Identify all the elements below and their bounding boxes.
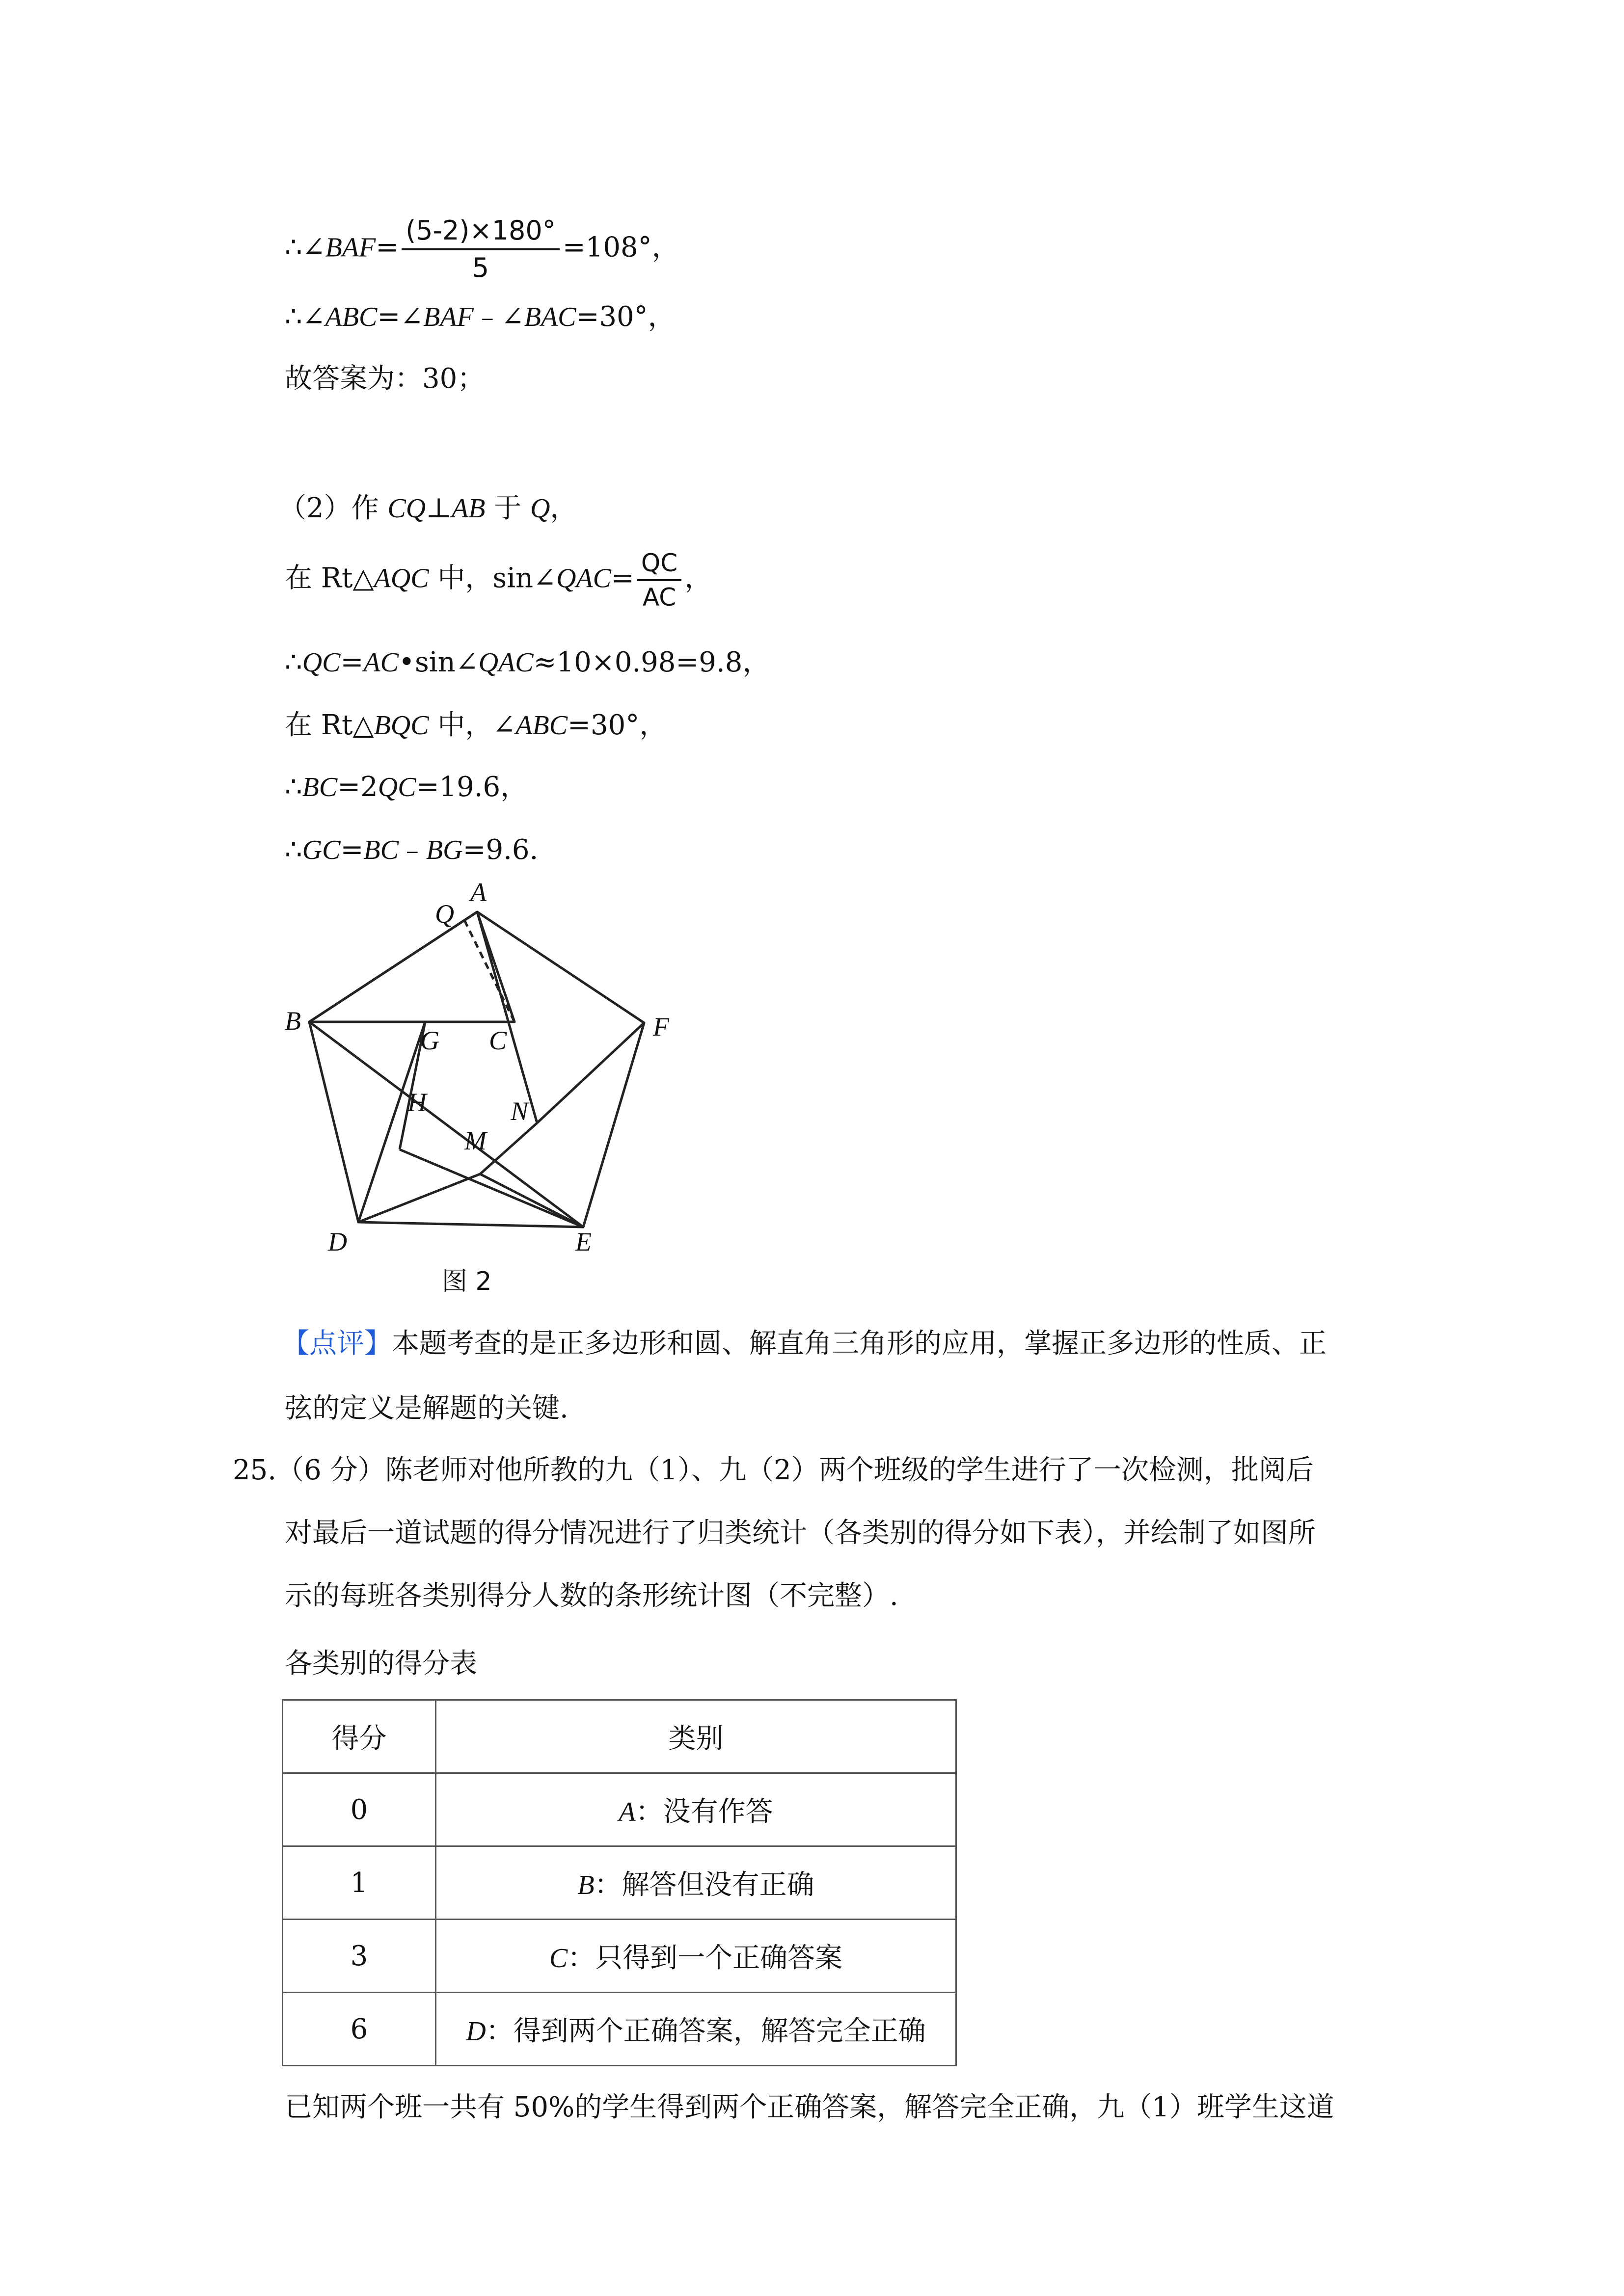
cell-score: 0 — [283, 1773, 436, 1846]
cell-score: 1 — [283, 1846, 436, 1920]
fraction-numerator: QC — [637, 550, 681, 581]
solution-line-6: ∴QC=AC•sin∠QAC≈10×0.98=9.8， — [285, 646, 770, 678]
table-header-row — [283, 1700, 956, 1773]
label-c: C — [489, 1026, 507, 1055]
segment-mn — [480, 1123, 537, 1174]
segment-cn — [477, 912, 537, 1123]
table-row — [283, 1993, 956, 2066]
cell-score: 3 — [283, 1920, 436, 1993]
segment-hm — [400, 1149, 583, 1227]
fraction-numerator: (5-2)×180° — [402, 216, 560, 250]
table-title: 各类别的得分表 — [285, 1648, 477, 1680]
question-25-line-1: 25.（6 分）陈老师对他所教的九（1）、九（2）两个班级的学生进行了一次检测，批阅后 — [233, 1454, 1314, 1486]
table-row — [283, 1773, 956, 1846]
fraction — [402, 216, 560, 283]
solution-line-2: ∴∠ABC=∠BAF﹣∠BAC=30°， — [285, 301, 676, 333]
label-d: D — [328, 1227, 347, 1256]
solution-line-8: ∴BC=2QC=19.6， — [285, 771, 528, 803]
segment-dg — [358, 1022, 425, 1222]
question-25-line-3: 示的每班各类别得分人数的条形统计图（不完整）. — [285, 1580, 898, 1612]
table-row — [283, 1920, 956, 1993]
header-category: 类别 — [436, 1700, 956, 1773]
cell-category: D：得到两个正确答案，解答完全正确 — [436, 1993, 956, 2066]
label-m: M — [464, 1126, 487, 1155]
label-f: F — [653, 1012, 669, 1041]
cell-category: A：没有作答 — [436, 1773, 956, 1846]
figure-caption: 图 2 — [442, 1267, 492, 1296]
comment-tag: 【点评】 — [282, 1328, 392, 1360]
comment-line-1: 【点评】本题考查的是正多边形和圆、解直角三角形的应用，掌握正多边形的性质、正 — [282, 1328, 1326, 1360]
segment-dm — [358, 1174, 480, 1222]
label-h: H — [407, 1088, 427, 1117]
cell-score: 6 — [283, 1993, 436, 2066]
solution-line-1: ∴∠BAF= $\frac{(5-2)\times 180^\circ}{5}$ =108°， — [285, 215, 679, 283]
label-b: B — [285, 1006, 301, 1036]
question-25-line-2: 对最后一道试题的得分情况进行了归类统计（各类别的得分如下表），并绘制了如图所 — [285, 1517, 1316, 1549]
fraction-denominator: 5 — [472, 252, 489, 283]
segment-be — [309, 1022, 583, 1227]
fraction-denominator: AC — [642, 583, 677, 612]
segment-qc-dashed — [464, 920, 514, 1022]
fraction — [637, 550, 681, 611]
question-25-last-line: 已知两个班一共有 50%的学生得到两个正确答案，解答完全正确，九（1）班学生这道 — [285, 2091, 1334, 2123]
header-score: 得分 — [283, 1700, 436, 1773]
solution-line-7: 在 Rt△BQC 中，∠ABC=30°， — [285, 709, 667, 741]
segment-me — [480, 1174, 583, 1227]
label-g: G — [420, 1026, 439, 1055]
label-a: A — [470, 878, 487, 907]
comment-line-2: 弦的定义是解题的关键. — [285, 1392, 568, 1424]
triangle-abc — [309, 912, 514, 1022]
solution-line-3: 故答案为：30； — [285, 363, 485, 395]
pentagon-figure — [275, 874, 697, 1315]
score-table — [282, 1699, 957, 2066]
cell-category: B：解答但没有正确 — [436, 1846, 956, 1920]
label-n: N — [511, 1096, 529, 1126]
table-row — [283, 1846, 956, 1920]
label-e: E — [575, 1227, 592, 1256]
solution-line-9: ∴GC=BC﹣BG=9.6. — [285, 834, 539, 866]
solution-line-4: （2）作 CQ⊥AB 于 Q， — [279, 492, 578, 524]
label-q: Q — [435, 899, 454, 929]
solution-line-5: 在 Rt△AQC 中，sin∠QAC= $\frac{QC}{AC}$ ， — [285, 549, 712, 612]
cell-category: C：只得到一个正确答案 — [436, 1920, 956, 1993]
